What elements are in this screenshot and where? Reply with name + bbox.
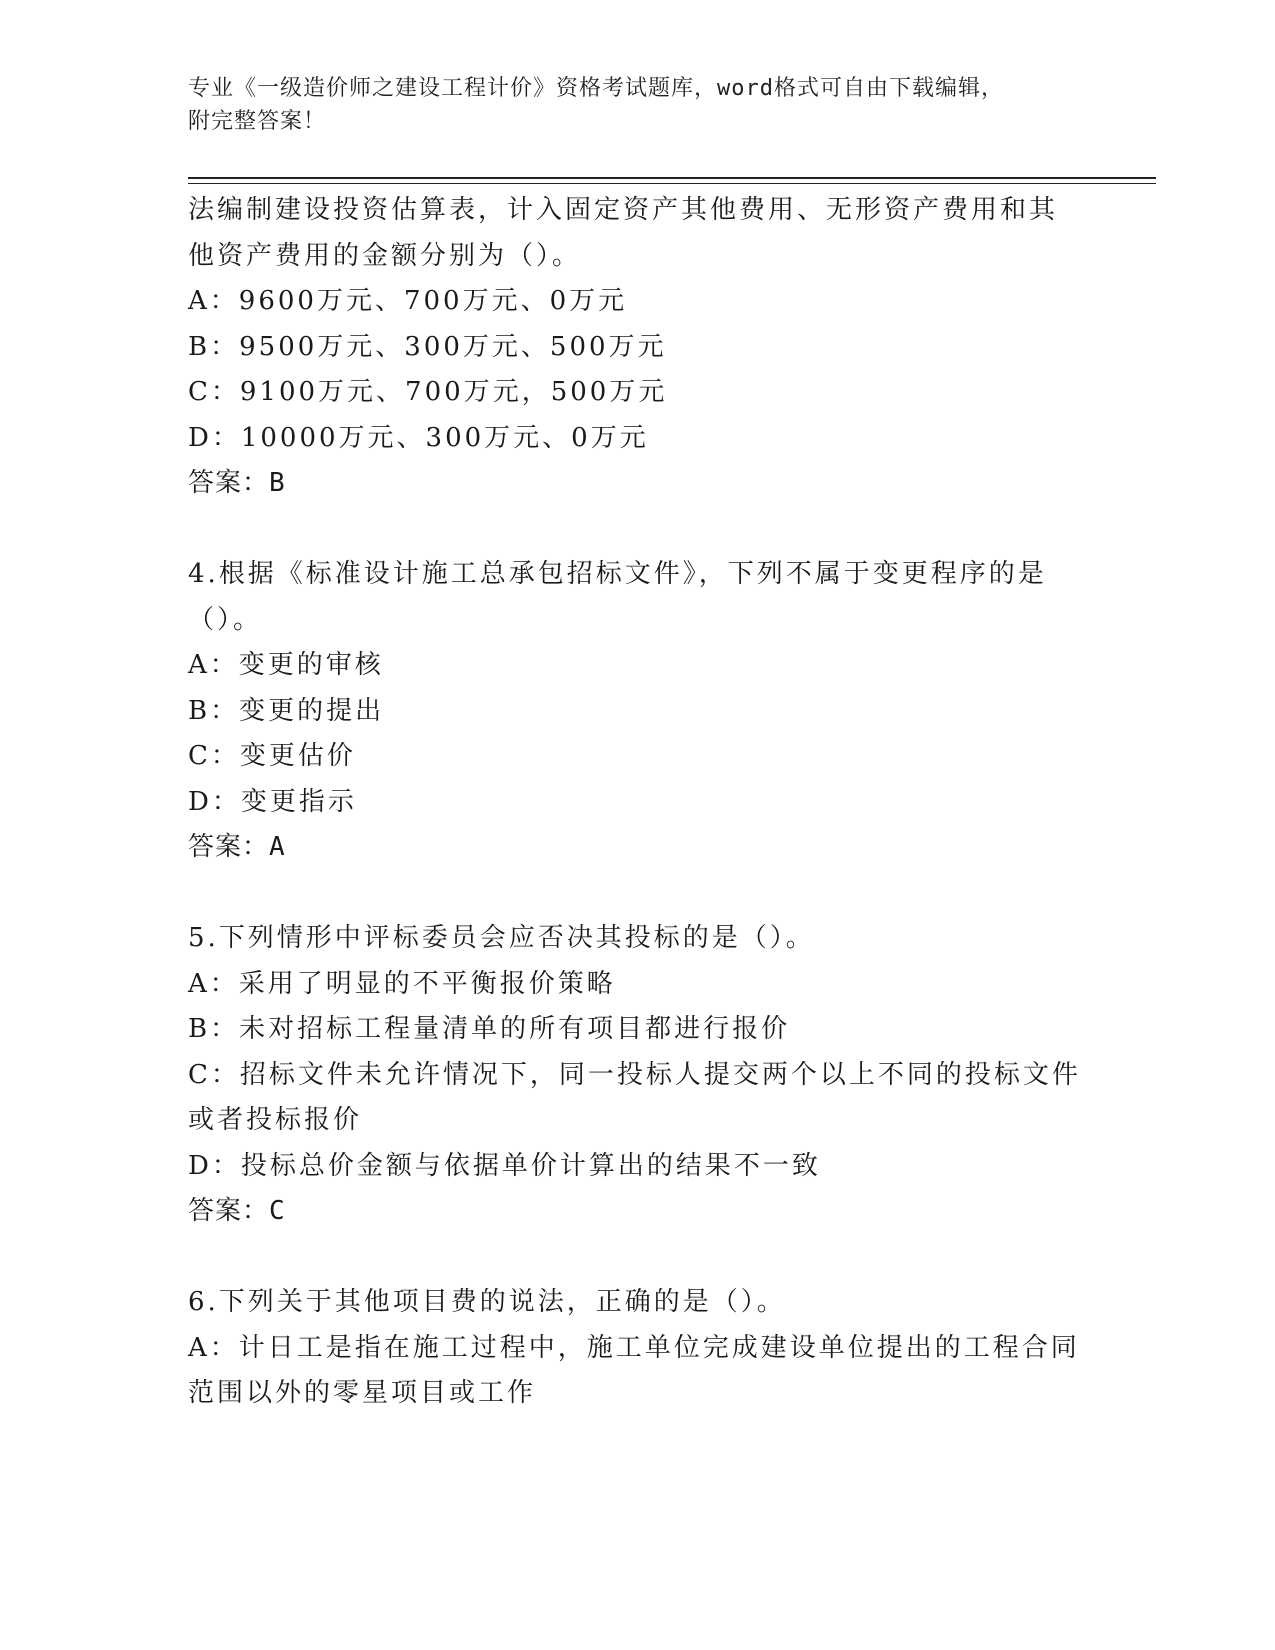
spacer bbox=[188, 1235, 1088, 1281]
question-block bbox=[188, 1280, 1088, 1417]
question-block bbox=[188, 188, 1088, 507]
header-line-2: 附完整答案！ bbox=[188, 109, 327, 134]
question-stem-line: 法编制建设投资估算表，计入固定资产其他费用、无形资产费用和其 bbox=[188, 195, 1059, 225]
answer-line: 答案：B bbox=[188, 468, 286, 498]
question-stem-line: 4.根据《标准设计施工总承包招标文件》，下列不属于变更程序的是 bbox=[188, 559, 1047, 589]
option-d: D：10000万元、300万元、0万元 bbox=[188, 422, 649, 453]
spacer bbox=[188, 871, 1088, 917]
option-a: A：计日工是指在施工过程中，施工单位完成建设单位提出的工程合同 bbox=[188, 1332, 1080, 1363]
option-a: A：变更的审核 bbox=[188, 650, 384, 680]
question-block bbox=[188, 552, 1088, 871]
question-stem-line: 6.下列关于其他项目费的说法，正确的是（）。 bbox=[188, 1287, 786, 1317]
option-c-continued: 或者投标报价 bbox=[188, 1105, 363, 1135]
question-stem-line: 他资产费用的金额分别为（）。 bbox=[188, 240, 582, 271]
question-content bbox=[188, 188, 1088, 1417]
answer-line: 答案：C bbox=[188, 1196, 286, 1226]
question-stem-line: 5.下列情形中评标委员会应否决其投标的是（）。 bbox=[188, 923, 815, 953]
spacer bbox=[188, 507, 1088, 553]
option-b: B：变更的提出 bbox=[188, 695, 385, 726]
answer-line: 答案：A bbox=[188, 832, 286, 862]
option-a: A：采用了明显的不平衡报价策略 bbox=[188, 968, 616, 999]
header-rule-thin bbox=[188, 183, 1156, 184]
option-a: A：9600万元、700万元、0万元 bbox=[188, 286, 628, 316]
question-block bbox=[188, 916, 1088, 1235]
header-rule-thick bbox=[188, 177, 1156, 179]
option-d: D：投标总价金额与依据单价计算出的结果不一致 bbox=[188, 1150, 821, 1181]
option-b: B：未对招标工程量清单的所有项目都进行报价 bbox=[188, 1014, 791, 1044]
option-c: C：变更估价 bbox=[188, 741, 356, 771]
question-stem-line: （）。 bbox=[188, 604, 263, 635]
option-b: B：9500万元、300万元、500万元 bbox=[188, 331, 667, 362]
option-c: C：招标文件未允许情况下，同一投标人提交两个以上不同的投标文件 bbox=[188, 1059, 1081, 1090]
header-note bbox=[188, 72, 1088, 138]
option-a-continued: 范围以外的零星项目或工作 bbox=[188, 1378, 537, 1408]
header-line-1: 专业《一级造价师之建设工程计价》资格考试题库，word格式可自由下载编辑， bbox=[188, 76, 1004, 101]
option-c: C：9100万元、700万元，500万元 bbox=[188, 377, 668, 407]
option-d: D：变更指示 bbox=[188, 786, 357, 817]
